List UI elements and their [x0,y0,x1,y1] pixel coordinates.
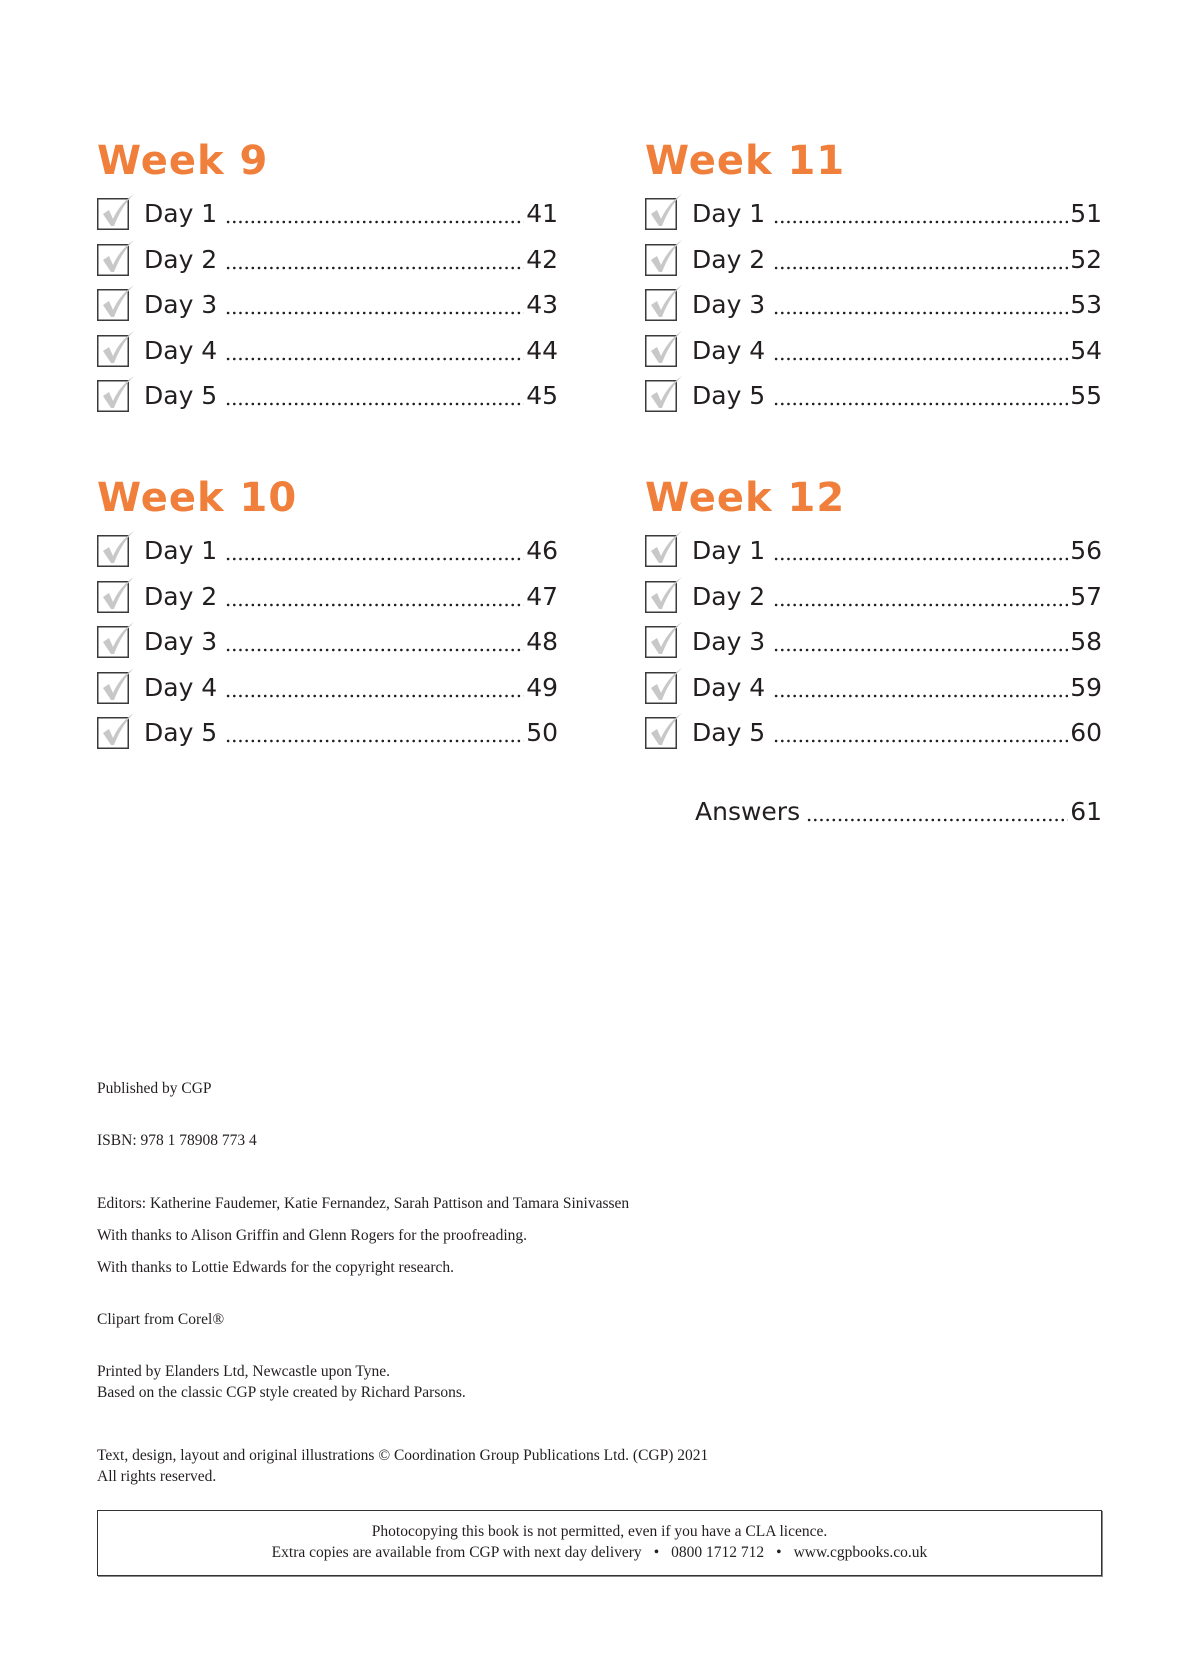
day-entry[interactable] [645,191,1102,237]
page-number: 48 [526,627,558,657]
day-label: Day 2 [692,581,766,611]
week-section [645,472,1102,756]
copyright-notice: Text, design, layout and original illustrations © Coordination Group Publications Ltd. (CGP) 2021 [97,1447,709,1464]
checkbox-tick-icon [645,530,685,568]
day-label: Day 1 [144,199,218,229]
answers-entry[interactable] [695,788,1102,834]
dot-leader [225,247,524,272]
day-checkbox[interactable] [645,581,676,612]
checkbox-tick-icon [97,330,137,368]
bullet-separator: • [776,1544,782,1561]
day-entry[interactable] [645,665,1102,711]
bullet-separator: • [653,1544,660,1561]
day-checkbox[interactable] [645,198,676,229]
day-entry[interactable] [645,574,1102,620]
page-number: 45 [526,381,558,411]
day-label: Day 1 [692,536,766,566]
day-checkbox[interactable] [645,535,676,566]
page-number: 49 [526,672,558,702]
checkbox-tick-icon [645,330,685,368]
dot-leader [806,799,1068,824]
dot-leader [225,538,524,563]
page-number: 60 [1070,718,1102,748]
day-entry[interactable] [97,191,558,237]
day-entry[interactable] [97,282,558,328]
checkbox-tick-icon [645,375,685,413]
day-label: Day 1 [692,199,766,229]
day-entry[interactable] [97,710,558,756]
day-entry[interactable] [645,710,1102,756]
week-title: Week 10 [97,475,298,521]
day-label: Day 5 [144,381,218,411]
isbn: ISBN: 978 1 78908 773 4 [97,1132,257,1149]
day-checkbox[interactable] [645,626,676,657]
page-number: 46 [526,536,558,566]
day-label: Day 2 [144,244,218,274]
page-number: 55 [1070,381,1102,411]
week-title: Week 12 [645,475,846,521]
day-entry[interactable] [645,528,1102,574]
editors: Editors: Katherine Faudemer, Katie Fernandez, Sarah Pattison and Tamara Sinivassen [97,1195,630,1212]
published-by: Published by CGP [97,1080,212,1097]
dot-leader [773,338,1068,363]
dot-leader [225,720,524,745]
day-label: Day 3 [144,627,218,657]
day-checkbox[interactable] [645,717,676,748]
day-checkbox[interactable] [97,198,128,229]
dot-leader [773,629,1068,654]
checkbox-tick-icon [97,667,137,705]
dot-leader [225,338,524,363]
day-label: Day 5 [692,718,766,748]
checkbox-tick-icon [97,621,137,659]
dot-leader [773,538,1068,563]
day-checkbox[interactable] [97,244,128,275]
checkbox-tick-icon [97,239,137,277]
dot-leader [773,584,1068,609]
page-number: 42 [526,244,558,274]
page-number: 56 [1070,536,1102,566]
checkbox-tick-icon [645,576,685,614]
thanks-copyright: With thanks to Lottie Edwards for the copyright research. [97,1259,455,1276]
day-label: Day 1 [144,536,218,566]
dot-leader [225,201,524,226]
based-on: Based on the classic CGP style created by Richard Parsons. [97,1384,466,1401]
day-entry[interactable] [97,574,558,620]
notice-line-1: Photocopying this book is not permitted, even if you have a CLA licence. [371,1523,828,1540]
day-label: Day 3 [692,627,766,657]
notice-extra-copies: Extra copies are available from CGP with next day delivery [271,1544,642,1561]
day-checkbox[interactable] [97,380,128,411]
checkbox-tick-icon [97,375,137,413]
dot-leader [225,675,524,700]
day-list [97,191,558,419]
page-number: 43 [526,290,558,320]
day-label: Day 2 [692,244,766,274]
dot-leader [225,292,524,317]
day-checkbox[interactable] [97,717,128,748]
dot-leader [225,383,524,408]
day-list [645,191,1102,419]
notice-website[interactable]: www.cgpbooks.co.uk [793,1544,928,1561]
day-entry[interactable] [645,373,1102,419]
page-number: 59 [1070,672,1102,702]
day-entry[interactable] [645,237,1102,283]
week-section [97,135,558,419]
day-checkbox[interactable] [97,581,128,612]
day-list [645,528,1102,756]
checkbox-tick-icon [645,712,685,750]
clipart-credit: Clipart from Corel® [97,1311,225,1328]
day-checkbox[interactable] [97,289,128,320]
day-label: Day 3 [692,290,766,320]
week-section [97,472,558,756]
day-label: Day 4 [144,672,218,702]
day-entry[interactable] [97,619,558,665]
day-entry[interactable] [97,373,558,419]
dot-leader [225,629,524,654]
page-number: 47 [526,581,558,611]
rights-reserved: All rights reserved. [97,1468,217,1485]
answers-page-number: 61 [1070,796,1102,826]
printed-by: Printed by Elanders Ltd, Newcastle upon Tyne. [97,1363,391,1380]
checkbox-tick-icon [97,284,137,322]
photocopy-notice-box [97,1510,1102,1576]
checkbox-tick-icon [645,284,685,322]
page-number: 50 [526,718,558,748]
dot-leader [225,584,524,609]
thanks-proofreading: With thanks to Alison Griffin and Glenn Rogers for the proofreading. [97,1227,527,1244]
day-checkbox[interactable] [645,289,676,320]
day-entry[interactable] [97,328,558,374]
checkbox-tick-icon [645,193,685,231]
week-section [645,135,1102,419]
day-checkbox[interactable] [97,535,128,566]
checkbox-tick-icon [97,530,137,568]
day-label: Day 3 [144,290,218,320]
dot-leader [773,247,1068,272]
day-label: Day 2 [144,581,218,611]
day-checkbox[interactable] [645,672,676,703]
day-checkbox[interactable] [645,244,676,275]
day-label: Day 4 [692,672,766,702]
page-number: 57 [1070,581,1102,611]
dot-leader [773,292,1068,317]
checkbox-tick-icon [97,576,137,614]
page-number: 51 [1070,199,1102,229]
notice-phone: 0800 1712 712 [671,1544,765,1561]
day-entry[interactable] [97,237,558,283]
checkbox-tick-icon [645,621,685,659]
page-number: 52 [1070,244,1102,274]
day-label: Day 5 [692,381,766,411]
dot-leader [773,383,1068,408]
checkbox-tick-icon [645,667,685,705]
day-checkbox[interactable] [645,335,676,366]
day-entry[interactable] [97,528,558,574]
day-checkbox[interactable] [97,672,128,703]
day-list [97,528,558,756]
answers-label: Answers [695,796,801,826]
page-number: 54 [1070,335,1102,365]
notice-line-2 [98,1543,1101,1563]
day-entry[interactable] [645,619,1102,665]
week-title: Week 9 [97,138,269,184]
page-number: 58 [1070,627,1102,657]
day-label: Day 5 [144,718,218,748]
checkbox-tick-icon [645,239,685,277]
day-entry[interactable] [97,665,558,711]
checkbox-tick-icon [97,712,137,750]
day-entry[interactable] [645,328,1102,374]
day-label: Day 4 [144,335,218,365]
day-checkbox[interactable] [645,380,676,411]
day-entry[interactable] [645,282,1102,328]
page-number: 41 [526,199,558,229]
dot-leader [773,201,1068,226]
day-checkbox[interactable] [97,335,128,366]
dot-leader [773,720,1068,745]
page-number: 53 [1070,290,1102,320]
page-number: 44 [526,335,558,365]
week-title: Week 11 [645,138,846,184]
day-checkbox[interactable] [97,626,128,657]
dot-leader [773,675,1068,700]
checkbox-tick-icon [97,193,137,231]
day-label: Day 4 [692,335,766,365]
